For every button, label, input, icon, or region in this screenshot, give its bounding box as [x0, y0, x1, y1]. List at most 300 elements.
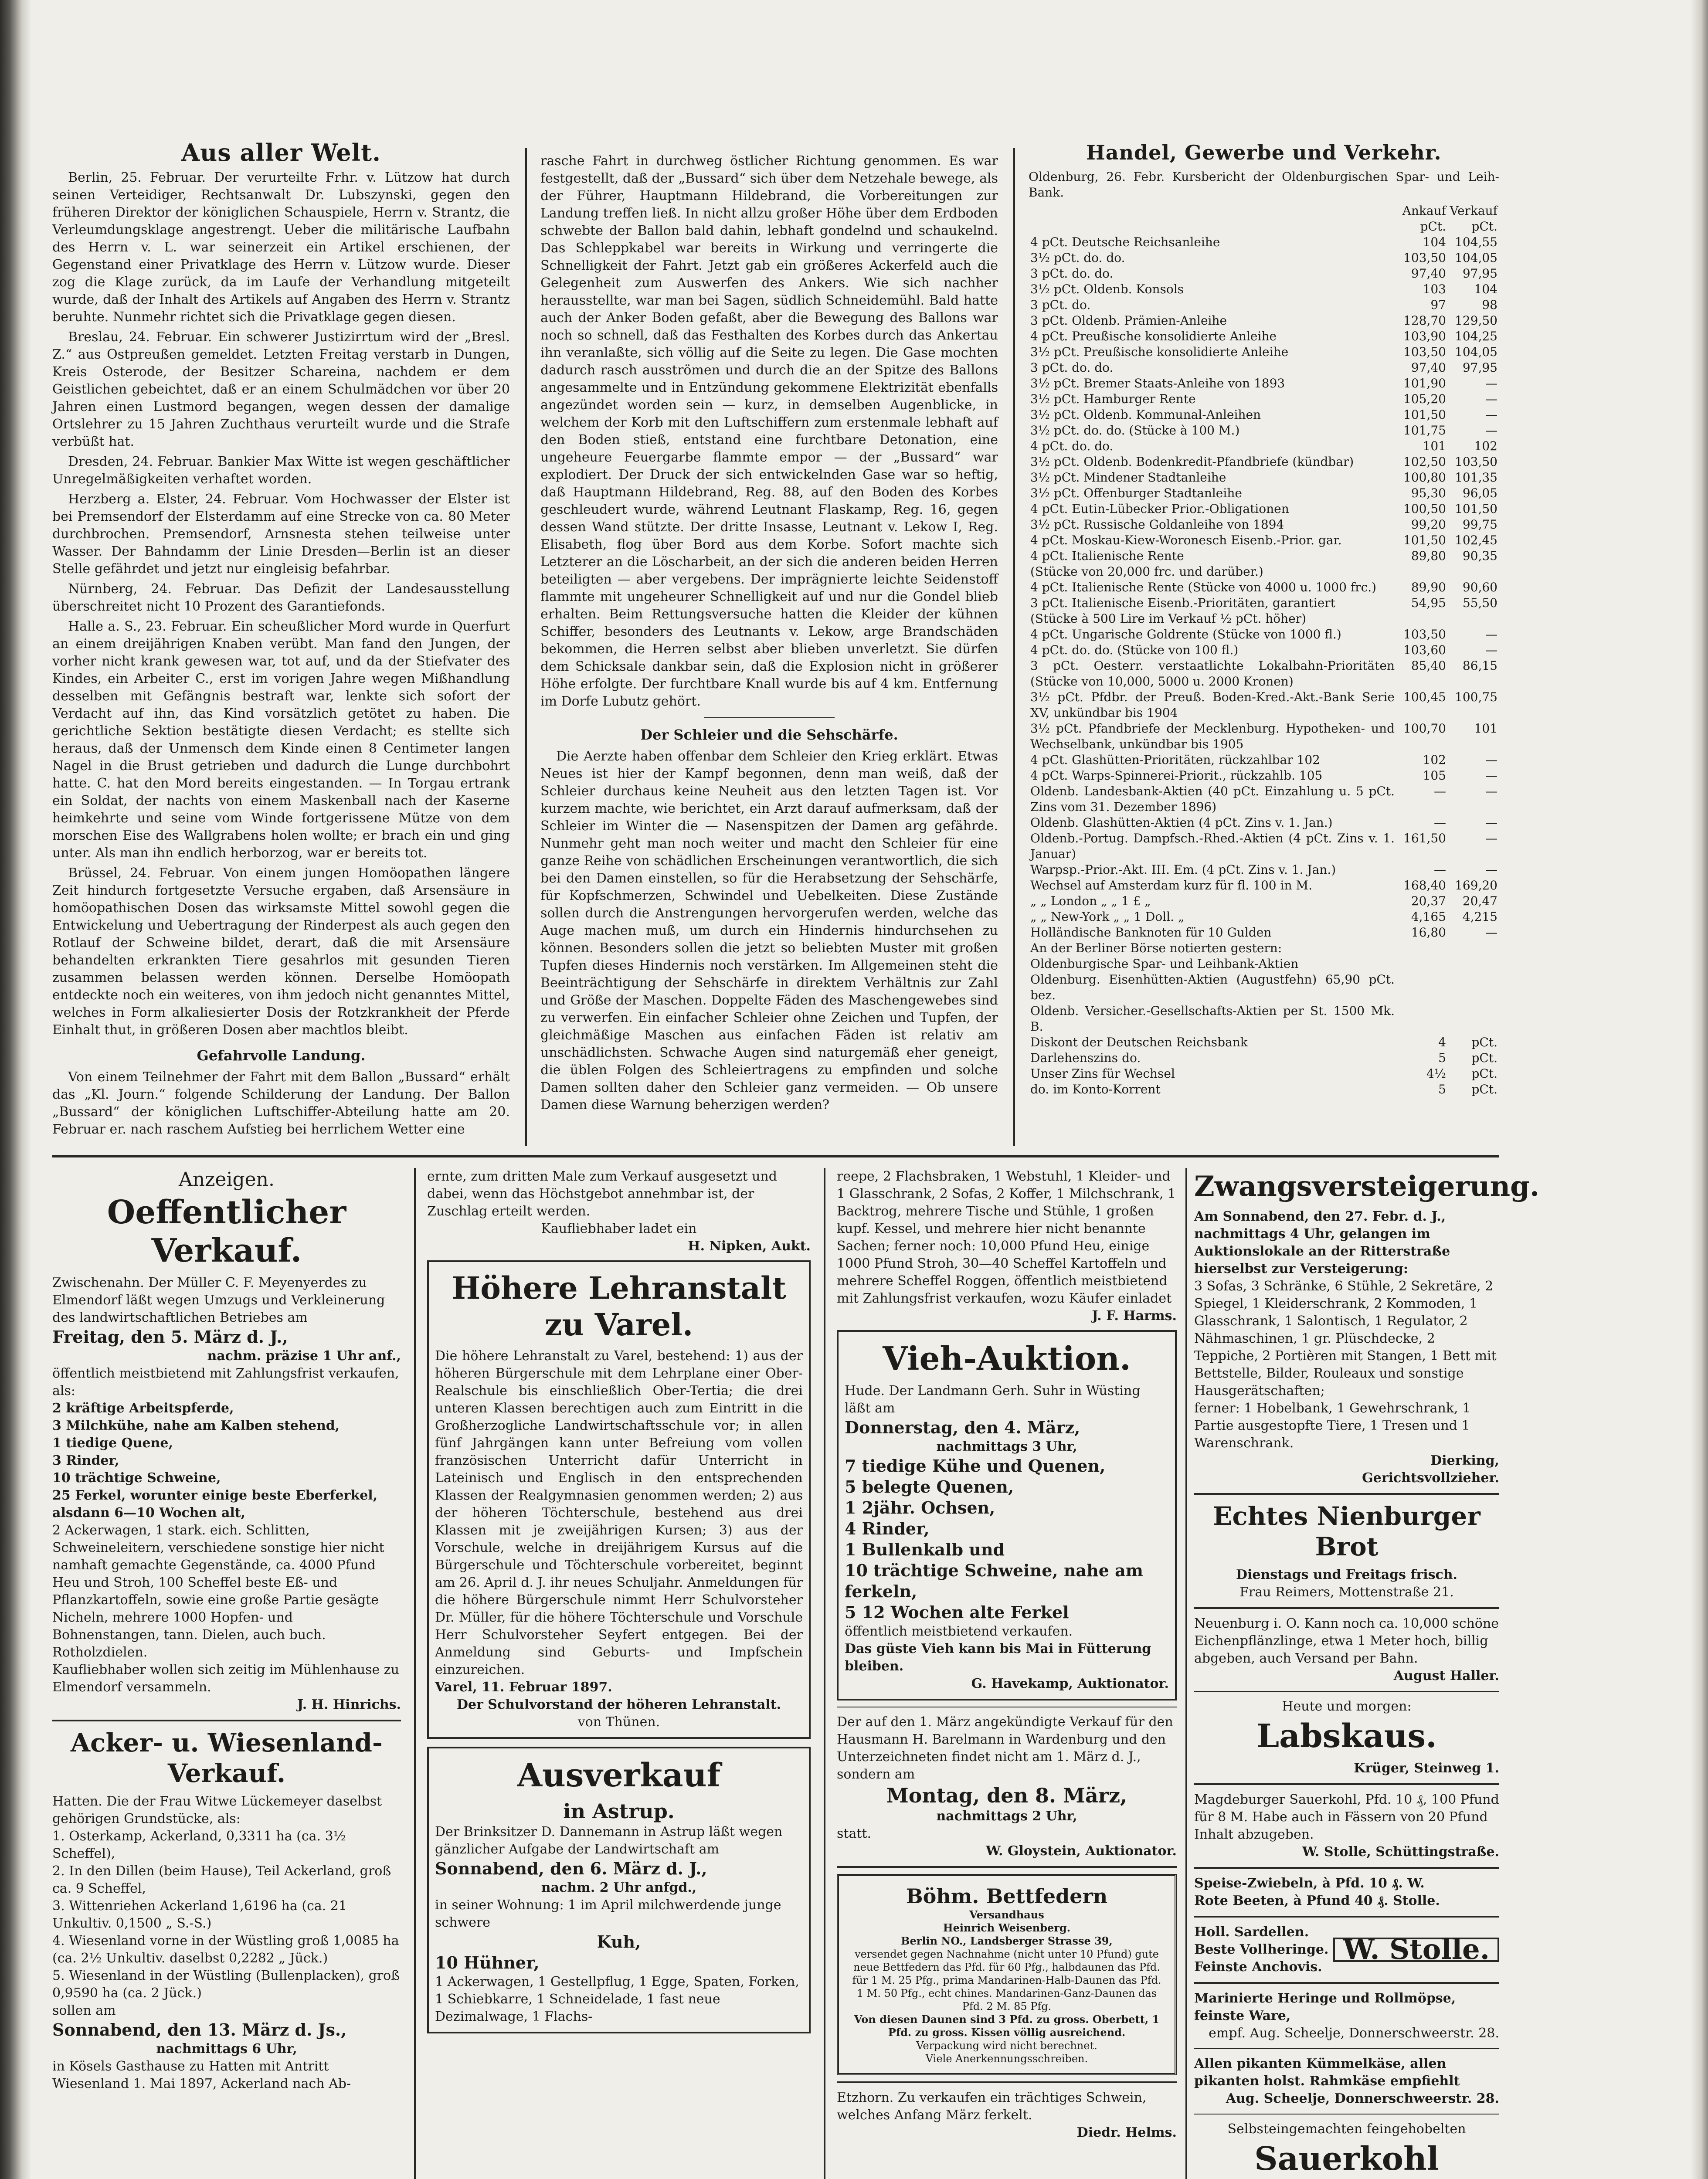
kurs-ankauf: 103,60: [1403, 643, 1446, 657]
kurs-row: [1029, 517, 1499, 533]
kurs-ankauf: 103,50: [1403, 345, 1446, 359]
ad-box-ausverkauf: [427, 1747, 811, 2033]
ad-text: Verpackung wird nicht berechnet.: [916, 2040, 1097, 2052]
kurs-ankauf: 101: [1423, 439, 1446, 453]
short-rule: [704, 717, 835, 718]
kurs-name: Oldenb. Landesbank-Aktien (40 pCt. Einzahlung u. 5 pCt. Zins vom 31. Dezember 1896): [1030, 784, 1395, 814]
kurs-row: [1029, 1050, 1499, 1066]
kurs-verkauf: —: [1485, 925, 1497, 940]
ad-text: Magdeburger Sauerkohl, Pfd. 10 ₰, 100 Pfund für 8 M. Habe auch in Fässern von 20 Pfund Inhalt abzugeben.: [1194, 1792, 1499, 1842]
kurs-verkauf: [1448, 564, 1499, 580]
kurs-unit-empty: [1029, 219, 1396, 234]
kurs-ankauf: 97: [1430, 298, 1446, 312]
ad-spacer: [427, 1739, 811, 1747]
kurs-name: 4 pCt. do. do.: [1030, 439, 1114, 453]
kurs-unit-ankauf: pCt.: [1420, 219, 1446, 234]
kurs-row: [1029, 313, 1499, 329]
ad-text: ferner: 1 Hobelbank, 1 Gewehrschrank, 1 Partie ausgestopfte Tiere, 1 Tresen und 1 Warenschrank.: [1194, 1401, 1471, 1451]
ad-item: 10 trächtige Schweine, nahe am ferkeln,: [845, 1561, 1143, 1601]
kurs-row: [1029, 611, 1499, 627]
ad-text: öffentlich meistbietend verkaufen.: [845, 1624, 1073, 1639]
kurs-name: 3½ pCt. do. do. (Stücke à 100 M.): [1030, 423, 1240, 438]
ad-text: in Kösels Gasthause zu Hatten mit Antritt Wiesenland 1. Mai 1897, Ackerland nach Ab-: [52, 2059, 351, 2091]
ad-signature: Aug. Scheelje, Donnerschweerstr. 28.: [1226, 2091, 1499, 2106]
ad-item: 1. Osterkamp, Ackerland, 0,3311 ha (ca. 3½ Scheffel),: [52, 1829, 346, 1861]
kurs-ankauf: 89,90: [1411, 580, 1446, 594]
kurs-ankauf: [1396, 1003, 1448, 1035]
news-paragraph: Berlin, 25. Februar. Der verurteilte Frhr. v. Lützow hat durch seinen Verteidiger, Rechtsanwalt Dr. Lubszynski, gegen den früheren Direktor der königlichen Schauspiele, Herrn v. Strantz, die Verleumdungsklage angestrengt. Ueber die militärische Laufbahn des Herrn v. L. war seinerzeit ein Artikel erschienen, der Gegenstand einer Privatklage des Herrn v. Lützow wurde. Dieser zog die Klage zurück, da im Laufe der Verhandlung mitgeteilt wurde, daß der Inhalt des Artikels auf Angaben des Herrn v. Strantz beruhte. Nunmehr richtet sich die Privatklage gegen diesen.: [52, 170, 510, 325]
ad-text: Von diesen Daunen sind 3 Pfd. zu gross. Oberbett, 1 Pfd. zu gross. Kissen völlig ausreichend.: [854, 2013, 1160, 2039]
kurs-ankauf: 4: [1438, 1035, 1446, 1049]
kurs-name: (Stücke à 500 Lire im Verkauf ½ pCt. höher): [1030, 611, 1307, 626]
kurs-name: 3½ pCt. Mindener Stadtanleihe: [1030, 470, 1226, 485]
kurs-ankauf: 100,50: [1403, 502, 1446, 516]
kurs-verkauf: [1448, 611, 1499, 627]
kurs-name: 4 pCt. Warps-Spinnerei-Priorit., rückzahlb. 105: [1030, 768, 1323, 783]
ad-signature: W. Gloystein, Auktionator.: [985, 1843, 1177, 1859]
kurs-name: 3 pCt. Oldenb. Prämien-Anleihe: [1030, 313, 1227, 328]
kurs-name: Oldenburg. Eisenhütten-Aktien (Augustfehn) 65,90 pCt. bez.: [1030, 972, 1395, 1002]
kurs-verkauf: pCt.: [1471, 1082, 1497, 1096]
kurs-ankauf: 101,50: [1403, 407, 1446, 422]
kurs-ankauf: 128,70: [1403, 313, 1446, 328]
kurs-name: Diskont der Deutschen Reichsbank: [1030, 1035, 1248, 1049]
section-divider: [52, 1155, 1499, 1157]
kurs-ankauf: 5: [1438, 1051, 1446, 1065]
kurs-verkauf: 99,75: [1462, 517, 1497, 532]
ad-title-nienburger-brot: Echtes Nienburger Brot: [1213, 1501, 1480, 1561]
ad-title-lehranstalt: Höhere Lehranstalt zu Varel.: [452, 1270, 786, 1343]
kurs-verkauf: [1448, 940, 1499, 956]
kurs-verkauf: —: [1485, 784, 1497, 798]
kurs-ankauf: [1396, 972, 1448, 1003]
ad-stolle-list: [1194, 1924, 1329, 1976]
ad-divider: [1194, 1607, 1499, 1609]
ad-signature: Krüger, Steinweg 1.: [1354, 1761, 1499, 1776]
ad-date: Varel, 11. Februar 1897.: [435, 1680, 612, 1695]
kurs-name: 3½ pCt. Pfandbriefe der Mecklenburg. Hypotheken- und Wechselbank, unkündbar bis 1905: [1030, 721, 1395, 751]
kurs-ankauf: —: [1434, 815, 1446, 830]
ad-column-3: [837, 1168, 1177, 2142]
ad-title-ausverkauf: Ausverkauf: [517, 1757, 721, 1794]
ad-item: 4 Rinder,: [845, 1519, 930, 1538]
ad-text: Kaufliebhaber ladet ein: [541, 1221, 697, 1236]
kurs-name: Wechsel auf Amsterdam kurz für fl. 100 in M.: [1030, 878, 1312, 893]
kurs-name: Darlehenszins do.: [1030, 1051, 1141, 1065]
kurs-row: [1029, 1003, 1499, 1035]
ad-text: versendet gegen Nachnahme (nicht unter 10 Pfund) gute neue Bettfedern das Pfd. für 60 Pfg., halbdaunen das Pfd. für 1 M. 25 Pfg., prima Mandarinen-Halb-Daunen das Pfd. 1 M. 50 Pfg., echt chines. Mandarinen-Ganz-Daunen das Pfd. 2 M. 85 Pfg.: [852, 1948, 1161, 2013]
kurs-verkauf: 104: [1474, 282, 1497, 296]
kurs-row: [1029, 1082, 1499, 1097]
kurs-ankauf: 54,95: [1411, 596, 1446, 610]
kurs-name: 4 pCt. Preußische konsolidierte Anleihe: [1030, 329, 1277, 343]
ad-text: Heinrich Weisenberg.: [943, 1921, 1071, 1934]
ad-text: Allen pikanten Kümmelkäse, allen pikanten holst. Rahmkäse empfiehlt: [1194, 2056, 1460, 2089]
ad-item: 4. Wiesenland vorne in der Wüstling groß 1,0085 ha (ca. 2½ Unkultiv. daselbst 0,2282 „ Jück.): [52, 1933, 399, 1966]
kurs-row: [1029, 360, 1499, 376]
column-divider: [824, 1168, 825, 2179]
kurs-row: [1029, 831, 1499, 862]
kurs-row: [1029, 250, 1499, 266]
ad-text: ernte, zum dritten Male zum Verkauf ausgesetzt und dabei, wenn das Höchstgebot annehmbar ist, der Zuschlag erteilt werden.: [427, 1169, 777, 1219]
ad-signature: Diedr. Helms.: [1076, 2125, 1177, 2140]
ad-item: 10 trächtige Schweine,: [52, 1470, 221, 1486]
kurs-ankauf: 102,50: [1403, 455, 1446, 469]
kurs-header-verkauf: Verkauf: [1450, 204, 1497, 218]
kurs-row: [1029, 642, 1499, 658]
kurs-row: [1029, 485, 1499, 501]
kurs-header-empty: [1029, 203, 1396, 219]
kurs-row: [1029, 862, 1499, 878]
ad-text: Speise-Zwiebeln, à Pfd. 10 ₰. W.: [1194, 1876, 1425, 1891]
kurs-verkauf: —: [1485, 392, 1497, 406]
ad-text: Feinste Anchovis.: [1194, 1959, 1322, 1975]
kurs-name: Oldenb.-Portug. Dampfsch.-Rhed.-Aktien (4 pCt. Zins v. 1. Januar): [1030, 831, 1395, 861]
ad-signature: empf. Aug. Scheelje, Donnerschweerstr. 28.: [1209, 2026, 1499, 2041]
ad-divider: [1194, 1916, 1499, 1918]
kurs-ankauf: [1396, 940, 1448, 956]
kurs-verkauf: —: [1485, 423, 1497, 438]
kurs-row: [1029, 580, 1499, 595]
kurs-row: [1029, 1035, 1499, 1050]
page-left-edge: [0, 0, 31, 2179]
kurs-name: Oldenb. Glashütten-Aktien (4 pCt. Zins v. 1. Jan.): [1030, 815, 1333, 830]
ad-item: Kuh,: [597, 1932, 641, 1952]
ad-time: nachmittags 3 Uhr,: [936, 1439, 1077, 1454]
ad-text: Kaufliebhaber wollen sich zeitig im Mühlenhause zu Elmendorf versammeln.: [52, 1662, 399, 1695]
kurs-name: Holländische Banknoten für 10 Gulden: [1030, 925, 1272, 940]
kurs-verkauf: —: [1485, 815, 1497, 830]
ad-title-sauerkohl: Sauerkohl: [1254, 2140, 1439, 2178]
section-title-aus-aller-welt: Aus aller Welt.: [181, 139, 381, 166]
ad-text: Hatten. Die der Frau Witwe Lückemeyer daselbst gehörigen Grundstücke, als:: [52, 1794, 382, 1826]
kurs-name: 4 pCt. Deutsche Reichsanleihe: [1030, 235, 1220, 249]
kurs-row: [1029, 940, 1499, 956]
ad-text: sollen am: [52, 2003, 116, 2018]
ad-time: nachmittags 2 Uhr,: [936, 1809, 1077, 1824]
kurs-name: 3½ pCt. Oldenb. Konsols: [1030, 282, 1184, 296]
kurs-verkauf: —: [1485, 627, 1497, 641]
kurs-ankauf: 103,90: [1403, 329, 1446, 343]
ad-divider: [1194, 1691, 1499, 1692]
ad-divider: [1194, 1783, 1499, 1785]
kurs-row: [1029, 533, 1499, 548]
kurs-row: [1029, 909, 1499, 925]
ad-text: in seiner Wohnung: 1 im April milchwerdende junge schwere: [435, 1897, 781, 1930]
kurs-name: Oldenburgische Spar- und Leihbank-Aktien: [1030, 957, 1299, 971]
kurs-ankauf: 103,50: [1403, 627, 1446, 641]
market-intro: Oldenburg, 26. Febr. Kursbericht der Oldenburgischen Spar- und Leih-Bank.: [1029, 170, 1499, 200]
kurs-name: 4 pCt. Glashütten-Prioritäten, rückzahlbar 102: [1030, 753, 1320, 767]
kurs-verkauf: 4,215: [1462, 910, 1497, 924]
newspaper-page: [52, 131, 1540, 2179]
kurs-ankauf: 102: [1423, 753, 1446, 767]
ad-text: Die höhere Lehranstalt zu Varel, bestehend: 1) aus der höheren Bürgerschule mit dem Lehrplane einer Ober-Realschule bis einschließlich Ober-Tertia; die drei unteren Klassen berechtigen auch zum Eintritt in die Großherzogliche Landwirtschaftsschule vor; in allen fünf Jahrgängen kann unter Befreiung vom vollen französischen Unterricht dafür Unterricht in Lateinisch und Englisch in den entsprechenden Klassen der Realgymnasien genommen werden; 2) aus der höheren Töchterschule, bestehend aus drei Klassen mit je zweijährigen Kursen; 3) aus der Vorschule, welche in dreijährigem Kursus auf die Bürgerschule und Töchterschule vorbereitet, beginnt am 26. April d. J. ihr neues Schuljahr. Anmeldungen für die höhere Bürgerschule nimmt Herr Schulvorsteher Dr. Müller, für die höhere Töchterschule und Vorschule Herr Schulvorsteher Seyfert entgegen. Bei der Anmeldung sind Geburts- und Impfschein einzureichen.: [435, 1348, 803, 1677]
ad-text: Frau Reimers, Mottenstraße 21.: [1239, 1585, 1454, 1600]
column-divider: [525, 148, 527, 1146]
kurs-row: [1029, 454, 1499, 470]
kurs-row: [1029, 784, 1499, 815]
market-column: [1029, 141, 1499, 1097]
ad-text: Marinierte Heringe und Rollmöpse, feinste Ware,: [1194, 1991, 1456, 2023]
ad-column-2: [427, 1168, 811, 2033]
ad-item: 2 kräftige Arbeitspferde,: [52, 1401, 234, 1416]
ad-text: Versandhaus: [969, 1908, 1044, 1921]
kurs-name: „ „ London „ „ 1 £ „: [1030, 894, 1151, 908]
ad-divider: [1194, 2048, 1499, 2049]
news-column-1: [52, 139, 510, 1141]
kurs-verkauf: —: [1485, 376, 1497, 390]
ad-box-vieh-auktion: [837, 1330, 1177, 1700]
kurs-row: [1029, 627, 1499, 642]
kurs-ankauf: 101,75: [1403, 423, 1446, 438]
ad-item: 10 Hühner,: [435, 1953, 540, 1972]
kurs-verkauf: 104,05: [1455, 251, 1497, 265]
ad-item: 3 Milchkühe, nahe am Kalben stehend,: [52, 1418, 340, 1433]
ad-text: Dienstags und Freitags frisch.: [1236, 1567, 1458, 1582]
kurs-unit-verkauf: pCt.: [1471, 219, 1497, 234]
kurs-ankauf: [1396, 611, 1448, 627]
ad-date: Montag, den 8. März,: [886, 1784, 1127, 1807]
ad-column-1: [52, 1168, 401, 2093]
ad-divider: [1194, 1867, 1499, 1869]
news-paragraph: Die Aerzte haben offenbar dem Schleier den Krieg erklärt. Etwas Neues ist hier der Kampf begonnen, denn man weiß, daß der Schleier durchaus keine Neuheit aus den letzten Tagen ist. Vor kurzem machte, wie berichtet, ein Arzt darauf aufmerksam, daß der Schleier im Winter die — Nasenspitzen der Damen arg gefährde. Nunmehr geht man noch weiter und macht den Schleier für eine ganze Reihe von schädlichen Erscheinungen verantwortlich, die sich bei den Damen einstellen, so für die Herabsetzung der Sehschärfe, für Kopfschmerzen, Schwindel und Uebelkeiten. Diese Zustände sollen durch die Anstrengungen hervorgerufen werden, welche das Auge machen muß, um durch ein Hindernis hindurchsehen zu können. Besonders sollen die jetzt so beliebten Muster mit großen Tupfen dieses Hindernis noch verstärken. Im Allgemeinen steht die Beeinträchtigung der Sehschärfe in direktem Verhältnis zur Zahl und Größe der Maschen. Doppelte Fäden des Maschengewebes sind zu verwerfen. Ein einfacher Schleier ohne Zeichen und Tupfen, der gleichmäßige Maschen aus einfachen Fäden ist relativ am unschädlichsten. Schwache Augen sind naturgemäß eher geneigt, die üblen Folgen des Schleiertragens zu empfinden und solche Damen sollten daher den Schleier ganz vermeiden. — Ob unsere Damen diese Warnung beherzigen werden?: [540, 749, 998, 1113]
kurs-verkauf: 103,50: [1455, 455, 1497, 469]
ad-date: Sonnabend, den 6. März d. J.,: [435, 1859, 707, 1878]
kurs-name: 3½ pCt. Offenburger Stadtanleihe: [1030, 486, 1242, 500]
kurs-row: [1029, 815, 1499, 831]
kurs-row: [1029, 595, 1499, 611]
subheading-schleier: Der Schleier und die Sehschärfe.: [640, 726, 898, 743]
kurs-name: Unser Zins für Wechsel: [1030, 1066, 1175, 1081]
kurs-ankauf: [1396, 956, 1448, 972]
kurs-ankauf: 16,80: [1411, 925, 1446, 940]
kurs-name: 4 pCt. Ungarische Goldrente (Stücke von 1000 fl.): [1030, 627, 1341, 641]
news-column-2: [540, 153, 998, 1117]
kurs-name: 3½ pCt. Oldenb. Bodenkredit-Pfandbriefe (kündbar): [1030, 455, 1354, 469]
ad-text: 3 Sofas, 3 Schränke, 6 Stühle, 2 Sekretäre, 2 Spiegel, 1 Kleiderschrank, 2 Kommoden, 1 Glasschrank, 1 Salontisch, 1 Regulator, 2 Nähmaschinen, 1 gr. Plüschdecke, 2 Teppiche, 2 Portièren mit Stangen, 1 Bett mit Bettstelle, Bilder, Rouleaux und sonstige Hausgerätschaften;: [1194, 1279, 1497, 1398]
kurs-name: 3 pCt. do. do.: [1030, 360, 1114, 375]
ad-signature: J. F. Harms.: [1092, 1308, 1177, 1324]
kurs-table: [1029, 203, 1499, 1097]
ad-column-4: [1194, 1168, 1540, 2179]
ad-subtitle: in Astrup.: [563, 1799, 675, 1823]
news-paragraph: Halle a. S., 23. Februar. Ein scheußlicher Mord wurde in Querfurt an einem dreijährigen Knaben verübt. Man fand den Jungen, der vorher nicht krank gewesen war, tot auf, und da der Stiefvater des Kindes, ein Arbeiter C., erst im vorigen Jahre wegen Mißhandlung desselben mit Gefängnis bestraft war, lenkte sich sofort der Verdacht auf ihn, das Kind vorsätzlich getötet zu haben. Die gerichtliche Sektion bestätigte diesen Verdacht; es stellte sich heraus, daß der Unmensch dem Kinde einen 8 Centimeter langen Nagel in die Brust getrieben und dadurch die Lunge durchbohrt hatte. C. hat den Mord bereits eingestanden. — In Torgau ertrank ein Soldat, der nachts von einem Maskenball nach der Kaserne heimkehrte und seine vom Winde fortgerissene Mütze von dem morschen Eise des Wallgrabens holen wollte; er brach ein und ging unter. Als man ihn endlich herborzog, war er bereits tot.: [52, 619, 510, 861]
kurs-verkauf: 129,50: [1455, 313, 1497, 328]
ad-text: Holl. Sardellen.: [1194, 1924, 1309, 1940]
kurs-ankauf: 99,20: [1411, 517, 1446, 532]
kurs-name: An der Berliner Börse notierten gestern:: [1030, 941, 1282, 955]
kurs-ankauf: 103,50: [1403, 251, 1446, 265]
news-paragraph: Von einem Teilnehmer der Fahrt mit dem Ballon „Bussard“ erhält das „Kl. Journ.“ folgende Schilderung der Landung. Der Ballon „Bussard“ der königlichen Luftschiffer-Abteilung hatte am 20. Februar er. nach raschem Aufstieg bei herrlichem Wetter eine: [52, 1069, 510, 1137]
kurs-name: 3 pCt. Oesterr. verstaatlichte Lokalbahn-Prioritäten (Stücke von 10,000, 5000 u. 2000 Kronen): [1030, 658, 1395, 689]
kurs-verkauf: —: [1485, 768, 1497, 783]
ad-box-lehranstalt: [427, 1260, 811, 1739]
kurs-ankauf: —: [1434, 862, 1446, 877]
kurs-row: [1029, 893, 1499, 909]
kurs-verkauf: 102: [1474, 439, 1497, 453]
kurs-unit-row: [1029, 219, 1499, 234]
kurs-verkauf: [1448, 1003, 1499, 1035]
ad-item: 1 tiedige Quene,: [52, 1436, 173, 1451]
kurs-row: [1029, 721, 1499, 752]
section-title-handel: Handel, Gewerbe und Verkehr.: [1086, 141, 1442, 164]
kurs-row: [1029, 564, 1499, 580]
ad-signature: H. Nipken, Aukt.: [688, 1239, 811, 1254]
ad-time: nachm. 2 Uhr anfgd.,: [541, 1880, 697, 1895]
ad-date: Sonnabend, den 13. März d. Js.,: [52, 2020, 347, 2040]
ad-item: 1 2jähr. Ochsen,: [845, 1498, 995, 1517]
kurs-verkauf: 104,55: [1455, 235, 1497, 249]
kurs-row: [1029, 925, 1499, 940]
ad-divider: [1194, 1982, 1499, 1984]
ad-signature: Dierking,: [1430, 1453, 1499, 1468]
ad-text: reepe, 2 Flachsbraken, 1 Webstuhl, 1 Kleider- und 1 Glasschrank, 2 Sofas, 2 Koffer, 1 Milchschrank, 1 Backtrog, mehrere Tische und Stühle, 1 großen kupf. Kessel, und mehrere hier nicht benannte Sachen; ferner noch: 10,000 Pfund Heu, einige 1000 Pfund Stroh, 30—40 Scheffel Kartoffeln und mehrere Scheffel Roggen, öffentlich meistbietend mit Zahlungsfrist verkaufen, wozu Käufer einladet: [837, 1169, 1176, 1306]
ad-item: 5. Wiesenland in der Wüstling (Bullenplacken), groß 0,9590 ha (ca. 2 Jück.): [52, 1968, 400, 2001]
ad-item: 5 12 Wochen alte Ferkel: [845, 1602, 1069, 1622]
ad-item: 5 belegte Quenen,: [845, 1477, 1014, 1497]
news-paragraph: Nürnberg, 24. Februar. Das Defizit der Landesausstellung überschreitet nicht 10 Prozent des Garantiefonds.: [52, 581, 510, 614]
page-right-edge: [1691, 0, 1708, 2179]
ad-item: 3 Rinder,: [52, 1453, 119, 1468]
kurs-verkauf: [1448, 956, 1499, 972]
kurs-table-body: [1029, 234, 1499, 1097]
kurs-name: 3½ pCt. Pfdbr. der Preuß. Boden-Kred.-Akt.-Bank Serie XV, unkündbar bis 1904: [1030, 690, 1395, 720]
kurs-row: [1029, 329, 1499, 344]
kurs-name: 3 pCt. do.: [1030, 298, 1091, 312]
ad-signature: von Thünen.: [577, 1714, 660, 1730]
kurs-name: 3 pCt. do. do.: [1030, 266, 1114, 281]
kurs-verkauf: 90,35: [1462, 549, 1497, 563]
kurs-name: 4 pCt. Italienische Rente (Stücke von 4000 u. 1000 frc.): [1030, 580, 1377, 594]
kurs-ankauf: 161,50: [1403, 831, 1446, 845]
ad-text: Berlin NO., Landsberger Strasse 39,: [901, 1935, 1113, 1947]
ad-title-bettfedern: Böhm. Bettfedern: [906, 1884, 1108, 1908]
ad-text: öffentlich meistbietend mit Zahlungsfrist verkaufen, als:: [52, 1366, 399, 1398]
kurs-row: [1029, 438, 1499, 454]
kurs-row: [1029, 972, 1499, 1003]
kurs-name: 3½ pCt. Hamburger Rente: [1030, 392, 1196, 406]
ad-time: nachmittags 6 Uhr,: [156, 2041, 297, 2057]
ad-item: 2. In den Dillen (beim Hause), Teil Ackerland, groß ca. 9 Scheffel,: [52, 1863, 391, 1896]
kurs-verkauf: —: [1485, 643, 1497, 657]
ad-text: Selbsteingemachten feingehobelten: [1227, 2121, 1466, 2137]
ad-signature: Gerichtsvollzieher.: [1362, 1470, 1499, 1486]
kurs-verkauf: [1448, 972, 1499, 1003]
kurs-name: 3½ pCt. do. do.: [1030, 251, 1125, 265]
ad-text: 1 Ackerwagen, 1 Gestellpflug, 1 Egge, Spaten, Forken, 1 Schiebkarre, 1 Schneidelade, 1 fast neue Dezimalwage, 1 Flachs-: [435, 1974, 799, 2024]
ad-text: Hude. Der Landmann Gerh. Suhr in Wüsting läßt am: [845, 1383, 1141, 1416]
kurs-header-row: [1029, 203, 1499, 219]
kurs-name: Oldenb. Versicher.-Gesellschafts-Aktien per St. 1500 Mk. B.: [1030, 1004, 1395, 1034]
ad-signature: J. H. Hinrichs.: [297, 1697, 401, 1712]
kurs-verkauf: 96,05: [1462, 486, 1497, 500]
ad-item: 1 Bullenkalb und: [845, 1540, 1005, 1559]
ad-box-bettfedern: [837, 1874, 1177, 2075]
kurs-row: [1029, 768, 1499, 784]
kurs-name: 4 pCt. Italienische Rente: [1030, 549, 1184, 563]
kurs-name: 3½ pCt. Bremer Staats-Anleihe von 1893: [1030, 376, 1285, 390]
ad-text: statt.: [837, 1826, 871, 1841]
ad-text: Am Sonnabend, den 27. Febr. d. J., nachmittags 4 Uhr, gelangen im Auktionslokale an der Ritterstraße hierselbst zur Versteigerung:: [1194, 1209, 1450, 1276]
ad-title-zwangsversteigerung: Zwangsversteigerung.: [1194, 1170, 1540, 1203]
kurs-row: [1029, 234, 1499, 250]
kurs-name: do. im Konto-Korrent: [1030, 1082, 1161, 1096]
ad-text: Rote Beeten, à Pfund 40 ₰. Stolle.: [1194, 1893, 1440, 1908]
kurs-ankauf: [1396, 564, 1448, 580]
kurs-ankauf: 95,30: [1411, 486, 1446, 500]
ad-title-oeffentlicher-verkauf: Oeffentlicher Verkauf.: [107, 1194, 346, 1269]
kurs-verkauf: 20,47: [1462, 894, 1497, 908]
ad-title-labskaus: Labskaus.: [1256, 1717, 1437, 1755]
kurs-verkauf: 101: [1474, 721, 1497, 736]
kurs-verkauf: 98: [1482, 298, 1497, 312]
kurs-header-ankauf: Ankauf: [1402, 204, 1446, 218]
kurs-name: 4 pCt. Eutin-Lübecker Prior.-Obligationen: [1030, 502, 1289, 516]
kurs-ankauf: 97,40: [1411, 266, 1446, 281]
ad-text: Etzhorn. Zu verkaufen ein trächtiges Schwein, welches Anfang März ferkelt.: [837, 2090, 1147, 2123]
column-divider: [1185, 1168, 1187, 2179]
kurs-verkauf: 104,25: [1455, 329, 1497, 343]
kurs-name: 4 pCt. do. do. (Stücke von 100 fl.): [1030, 643, 1239, 657]
ad-brand-stolle: W. Stolle.: [1333, 1938, 1499, 1962]
kurs-ankauf: 103: [1423, 282, 1446, 296]
ad-stolle-row: [1194, 1924, 1499, 1976]
kurs-verkauf: —: [1485, 753, 1497, 767]
kurs-name: 3 pCt. Italienische Eisenb.-Prioritäten, garantiert: [1030, 596, 1335, 610]
ad-divider: [52, 1720, 401, 1721]
kurs-ankauf: 100,45: [1403, 690, 1446, 704]
kurs-verkauf: 86,15: [1462, 658, 1497, 673]
news-paragraph: rasche Fahrt in durchweg östlicher Richtung genommen. Es war festgestellt, daß der „Bussard“ sich über dem Netzehale bewege, als der Führer, Hauptmann Hildebrand, die Vorbereitungen zur Landung treffen ließ. In nicht allzu großer Höhe über dem Erdboden schwebte der Ballon bald dahin, lebhaft gondelnd und schaukelnd. Das Schleppkabel war bereits in Wirkung und verringerte die Schnelligkeit der Fahrt. Jetzt gab ein größeres Ackerfeld auch die Gelegenheit zum Auswerfen des Ankers. Wie sich nachher herausstellte, war man bei Sagen, südlich Schneidemühl. Bald hatte auch der Anker Boden gefaßt, aber die Bewegung des Ballons war noch so schnell, daß das Festhalten des Korbes durch das Ankertau ihn veranlaßte, sich völlig auf die Seite zu legen. Die Gase mochten dadurch rasch ausströmen und durch die an der Spitze des Ballons angesammelte und in Entzündung gekommene Elektrizität ebenfalls angezündet worden sein — kurz, in demselben Augenblicke, in welchem der Korb mit den Luftschiffern zum erstenmale lebhaft auf den Boden stieß, entstand eine furchtbare Detonation, eine ungeheure Feuergarbe flammte empor — der „Bussard“ war explodiert. Der Druck der sich entwickelnden Gase war so heftig, daß Hauptmann Hildebrand, Reg. 88, auf den Boden des Korbes geschleudert wurde, während Leutnant Flaskamp, Reg. 16, gegen dessen Wand stützte. Der dritte Insasse, Leutnant v. Lekow I, Reg. Elisabeth, flog über Bord aus dem Korbe. Sofort machte sich Letzterer an die Löscharbeit, an der sich die anderen beiden Herren beteiligten — aber vergebens. Der imprägnierte leichte Seidenstoff flammte mit ungeheurer Schnelligkeit auf und nur die Gondel blieb erhalten. Beim Rettungsversuche hatten die Kleider der kühnen Schiffer, besonders des Leutnants v. Lekow, arge Brandschäden bekommen, die Herren selbst aber blieben unverletzt. Sie dürfen dem Schicksale dankbar sein, daß die Explosion nicht in größerer Höhe erfolgte. Der furchtbare Knall wurde bis auf 4 km. Entfernung im Dorfe Lubutz gehört.: [540, 153, 998, 709]
kurs-ankauf: 89,80: [1411, 549, 1446, 563]
news-paragraph: Dresden, 24. Februar. Bankier Max Witte ist wegen geschäftlicher Unregelmäßigkeiten verhaftet worden.: [52, 454, 510, 487]
kurs-ankauf: 85,40: [1411, 658, 1446, 673]
kurs-verkauf: pCt.: [1471, 1051, 1497, 1065]
kurs-verkauf: 102,45: [1455, 533, 1497, 547]
kurs-verkauf: 104,05: [1455, 345, 1497, 359]
kurs-row: [1029, 266, 1499, 282]
kurs-name: (Stücke von 20,000 frc. und darüber.): [1030, 564, 1263, 579]
kurs-verkauf: —: [1485, 862, 1497, 877]
kurs-row: [1029, 407, 1499, 423]
ad-divider: [1194, 2114, 1499, 2115]
ads-kicker: Anzeigen.: [179, 1168, 275, 1191]
ad-text: Der Brinksitzer D. Dannemann in Astrup läßt wegen gänzlicher Aufgabe der Landwirtschaft am: [435, 1824, 783, 1857]
ad-date: Donnerstag, den 4. März,: [845, 1418, 1080, 1437]
kurs-verkauf: 169,20: [1455, 878, 1497, 893]
kurs-name: 3½ pCt. Russische Goldanleihe von 1894: [1030, 517, 1284, 532]
kurs-row: [1029, 501, 1499, 517]
ad-text: Der auf den 1. März angekündigte Verkauf für den Hausmann H. Barelmann in Wardenburg und den Unterzeichneten findet nicht am 1. März d. J., sondern am: [837, 1714, 1173, 1782]
kurs-verkauf: 55,50: [1462, 596, 1497, 610]
ad-divider: [837, 2081, 1177, 2083]
ad-signature: W. Stolle, Schüttingstraße.: [1302, 1844, 1499, 1860]
ad-item: 7 tiedige Kühe und Quenen,: [845, 1456, 1106, 1476]
kurs-verkauf: —: [1485, 407, 1497, 422]
kurs-verkauf: 97,95: [1462, 266, 1497, 281]
ad-date: Freitag, den 5. März d. J.,: [52, 1327, 288, 1347]
news-paragraph: Breslau, 24. Februar. Ein schwerer Justizirrtum wird der „Bresl. Z.“ aus Ostpreußen gemeldet. Letzten Freitag verstarb in Dungen, Kreis Osterode, der Besitzer Schareina, nachdem er dem Geistlichen gebeichtet, daß er an einem Schulmädchen vor über 20 Jahren einen Lustmord begangen, wegen dessen der damalige Ortslehrer zu 15 Jahren Zuchthaus verurteilt wurde und die Strafe verbüßt hat.: [52, 329, 510, 449]
kurs-ankauf: 97,40: [1411, 360, 1446, 375]
kurs-ankauf: 100,80: [1403, 470, 1446, 485]
ad-text: Heute und morgen:: [1282, 1699, 1412, 1714]
kurs-verkauf: pCt.: [1471, 1066, 1497, 1081]
kurs-row: [1029, 391, 1499, 407]
column-divider: [414, 1168, 416, 2179]
kurs-ankauf: 4½: [1426, 1066, 1446, 1081]
kurs-verkauf: 90,60: [1462, 580, 1497, 594]
